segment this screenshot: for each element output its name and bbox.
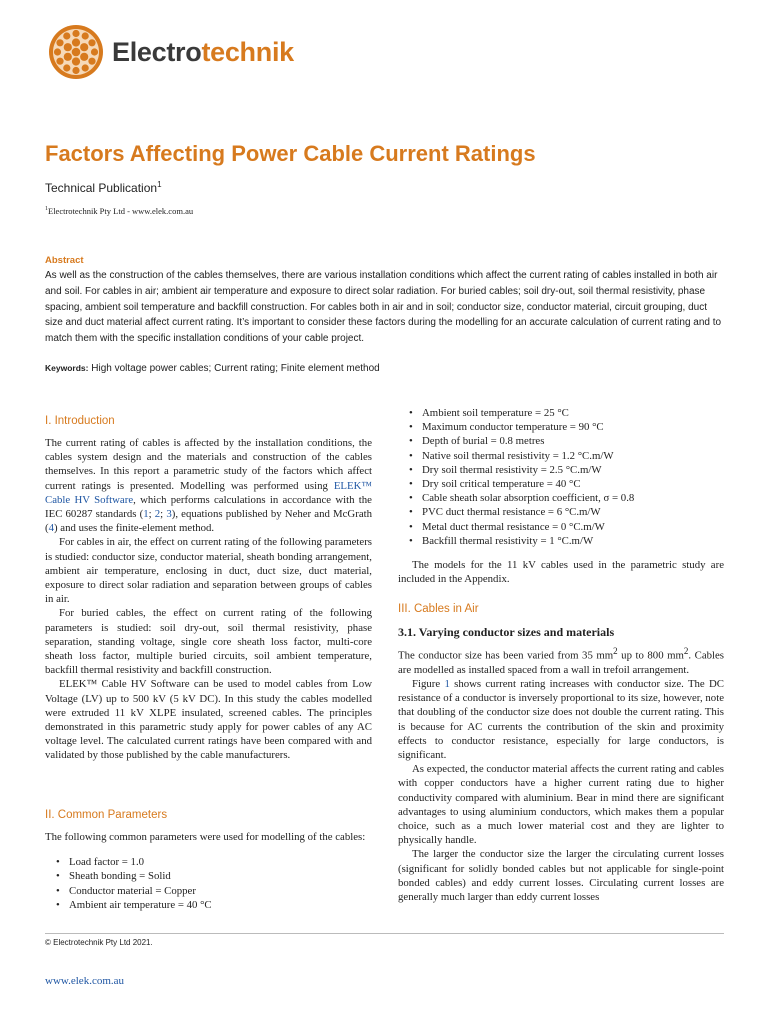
affiliation — [45, 206, 193, 216]
list-item: • Native soil thermal resistivity = 1.2 °C.m/W — [398, 449, 724, 463]
introduction-body — [45, 436, 372, 763]
list-item: • Ambient air temperature = 40 °C — [45, 898, 372, 912]
cable-cross-section-icon — [48, 24, 104, 80]
air-p2-a: Figure — [412, 678, 445, 690]
list-item: • Conductor material = Copper — [45, 884, 372, 898]
common-params-list-right — [398, 406, 724, 548]
footer-divider — [45, 933, 724, 934]
list-item: • Maximum conductor temperature = 90 °C — [398, 420, 724, 434]
footer-website-link[interactable]: www.elek.com.au — [45, 975, 125, 987]
intro-paragraph-4: ELEK™ Cable HV Software can be used to model cables from Low Voltage (LV) up to 500 kV (5 kV DC). In this study the cables modelled were extruded 11 kV XLPE insulated, screened cables. The principles demonstrated in this parametric study apply for power cables of any AC voltage level. The calculated current ratings have been compared with and validated by those published by the cable manufacturers. — [45, 678, 372, 762]
list-item: • Dry soil critical temperature = 40 °C — [398, 477, 724, 491]
page-title: Factors Affecting Power Cable Current Ratings — [45, 141, 536, 166]
footnote-mark: 1 — [157, 180, 162, 189]
cables-in-air-body — [398, 644, 724, 904]
air-p1-b: up to 800 mm — [617, 649, 684, 662]
subsection-heading-conductor-sizes: 3.1. Varying conductor sizes and materials — [398, 625, 615, 639]
logo-wordmark — [112, 37, 294, 68]
squared-mark: 2 — [683, 646, 689, 656]
list-item: • Depth of burial = 0.8 metres — [398, 434, 724, 448]
squared-mark: 2 — [613, 646, 618, 656]
list-item: • Metal duct thermal resistance = 0 °C.m/W — [398, 520, 724, 534]
keywords-text: High voltage power cables; Current rating; Finite element method — [91, 363, 380, 374]
subtitle-text: Technical Publication — [45, 181, 158, 195]
list-item: • PVC duct thermal resistance = 6 °C.m/W — [398, 505, 724, 519]
section-heading-common-parameters: II. Common Parameters — [45, 809, 168, 821]
logo-wordmark-part1: Electro — [112, 36, 202, 67]
air-paragraph-3: As expected, the conductor material affects the current rating and cables with copper conductors have a higher current rating due to higher conductivity compared with aluminium. Bear in mind there are significant advantages to using aluminium conductors, which makes them a popular choice, such as a much lower material cost and they are lighter to physically handle. — [398, 763, 724, 847]
air-p2-b: shows current rating increases with conductor size. The DC resistance of a conductor is inversely proportional to its size, however, note that doubling of the conductor size does not double the current rating. This is because for AC currents the contribution of the skin and proximity effects to conductor resistance, especially for large conductors, is significant. — [398, 678, 724, 762]
intro-p1-b: , which performs calculations in accordance with the IEC 60287 standards ( — [45, 493, 372, 521]
logo-wordmark-part2: technik — [201, 36, 294, 67]
publication-type — [45, 180, 162, 195]
common-params-list-left — [45, 855, 372, 912]
elek-software-link[interactable]: ELEK™ Cable HV Software — [45, 479, 372, 506]
reference-link-1[interactable]: 1 — [143, 508, 149, 521]
air-p1-a: The conductor size has been varied from 35 mm — [398, 649, 614, 662]
figure-link-1[interactable]: 1 — [444, 678, 450, 690]
reference-link-4[interactable]: 4 — [48, 522, 55, 535]
section-heading-introduction: I. Introduction — [45, 415, 115, 427]
list-item: • Cable sheath solar absorption coefficient, σ = 0.8 — [398, 491, 724, 505]
reference-link-3[interactable]: 3 — [166, 508, 172, 521]
air-p1-c: . Cables are modelled as installed spaced from a wall in trefoil arrangement. — [398, 649, 725, 676]
intro-paragraph-1: The current rating of cables is affected by the installation conditions, the cables system design and the materials and construction of the cables themselves. In this report a parametric study of the factors which affect current ratings is presented. Modelling was performed using ELEK™ Cable HV Software, which performs calculations in accordance with the IEC 60287 standards (1; 2; 3), equations published by Neher and McGrath (4) and uses the finite-element method. — [45, 437, 373, 535]
copyright-notice: © Electrotechnik Pty Ltd 2021. — [45, 938, 153, 947]
electrotechnik-logo — [48, 22, 294, 82]
list-item: • Dry soil thermal resistivity = 2.5 °C.m/W — [398, 463, 724, 477]
abstract-text: As well as the construction of the cables themselves, there are various installation conditions which affect the current rating of cables installed in both air and soil. For cables in air; ambient air temperature and exposure to direct solar radiation. For buried cables; soil dry-out, soil thermal resistivity, phase spacing, ambient soil temperature and backfill construction. For cables both in air and in soil; conductor size, conductor material, circuit grouping, duct size and duct material affect current rating. It’s important to consider these factors during the modelling for an accurate calculation of current rating and to match them with the specific installation conditions of your cable project. — [45, 270, 722, 345]
list-item: • Sheath bonding = Solid — [45, 869, 372, 883]
keywords — [45, 363, 380, 374]
affiliation-mark: 1 — [45, 206, 48, 213]
air-paragraph-2 — [398, 677, 724, 762]
air-paragraph-1 — [398, 644, 724, 677]
list-item: • Backfill thermal resistivity = 1 °C.m/W — [398, 534, 724, 548]
intro-p1-d: ) and uses the finite-element method. — [54, 522, 215, 535]
common-parameters-body — [45, 830, 372, 912]
affiliation-text: Electrotechnik Pty Ltd - www.elek.com.au — [48, 206, 194, 216]
list-item: • Load factor = 1.0 — [45, 855, 372, 869]
common-intro: The following common parameters were used for modelling of the cables: — [45, 831, 366, 843]
keywords-label: Keywords: — [45, 363, 89, 373]
list-item: • Ambient soil temperature = 25 °C — [398, 406, 724, 420]
reference-link-2[interactable]: 2 — [154, 508, 161, 521]
common-parameters-continued — [398, 406, 724, 586]
intro-p1-c: ), equations published by Neher and McGrath ( — [45, 508, 373, 535]
intro-paragraph-2: For cables in air, the effect on current rating of the following parameters is studied: conductor size, conductor material, sheath bonding arrangement, ambient air temperature, enclosing in duct, duct size, duct material, exposure to direct solar radiation and separation between groups of cables in air. — [45, 536, 372, 606]
section-heading-cables-in-air: III. Cables in Air — [398, 603, 479, 615]
models-note: The models for the 11 kV cables used in the parametric study are included in the Appendix. — [398, 559, 724, 586]
intro-p1-a: The current rating of cables is affected by the installation conditions, the cables system design and the materials and construction of the cables themselves. In this report a parametric study of the factors which affect current ratings is presented. Modelling was performed using — [45, 437, 372, 492]
air-paragraph-4: The larger the conductor size the larger the circulating current losses (significant for solidly bonded cables but not applicable for single-point bonded cables) and eddy current losses. Circulating current losses are generally much larger than eddy current losses — [398, 848, 724, 904]
abstract-heading: Abstract — [45, 255, 84, 266]
intro-paragraph-3: For buried cables, the effect on current rating of the following parameters is studied: soil dry-out, soil thermal resistivity, phase separation, standing voltage, single core sheath loss factor, multi-core sheath loss factor, multiple buried circuits, soil ambient temperature, backfill thermal resistivity and backfill construction. — [45, 607, 372, 677]
